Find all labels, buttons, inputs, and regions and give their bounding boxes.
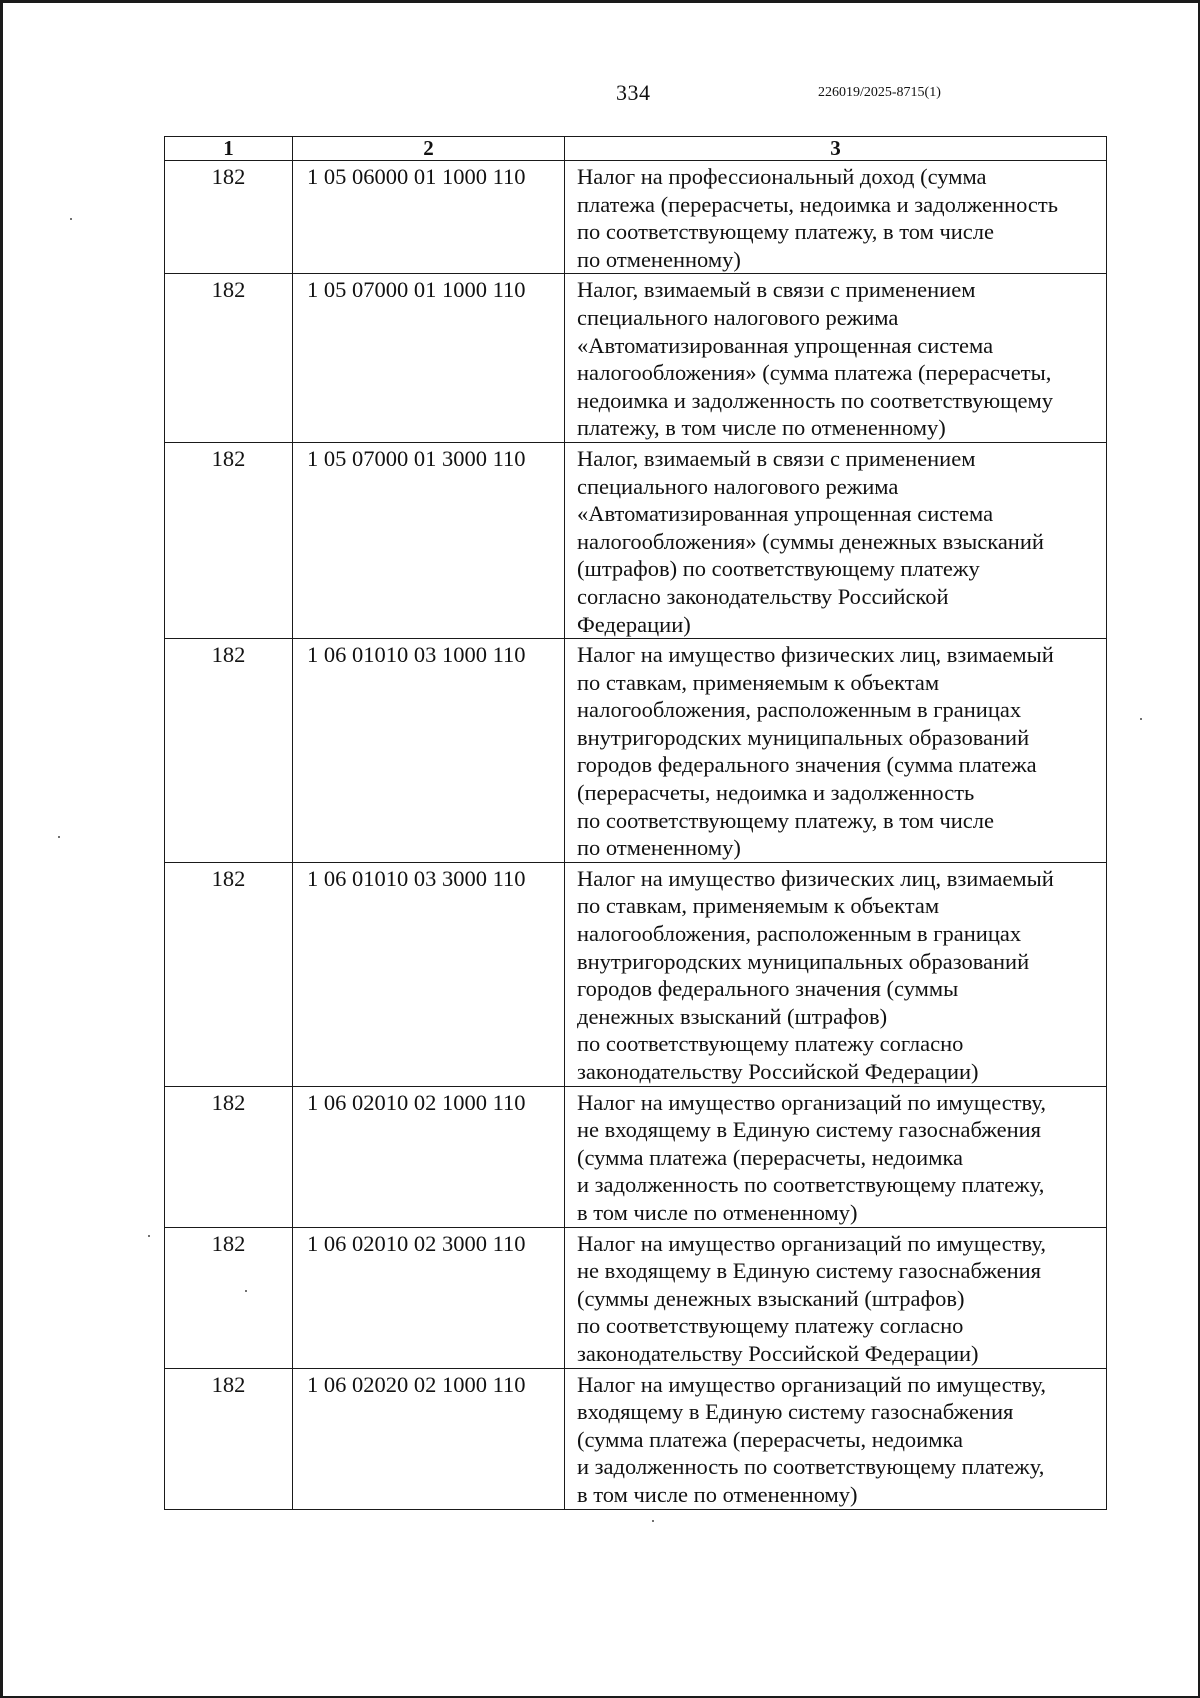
table-row — [165, 639, 1107, 863]
scan-speck — [245, 1290, 247, 1292]
column-header-2: 2 — [293, 137, 565, 161]
description-cell: Налог, взимаемый в связи с применением специального налогового режима «Автоматизированная упрощенная система налогообложения» (сумма платежа (перерасчеты, недоимка и задолженность по соответствующему платежу, в том числе по отмененному) — [565, 274, 1107, 443]
table-row — [165, 274, 1107, 443]
table-row — [165, 442, 1107, 638]
admin-code-cell: 182 — [165, 1227, 293, 1368]
column-header-3: 3 — [565, 137, 1107, 161]
document-id: 226019/2025-8715(1) — [818, 85, 941, 100]
kbk-code-cell: 1 06 02020 02 1000 110 — [293, 1368, 565, 1509]
scan-speck — [58, 836, 60, 838]
kbk-code-cell: 1 05 07000 01 3000 110 — [293, 442, 565, 638]
table-row — [165, 1086, 1107, 1227]
kbk-code-cell: 1 06 01010 03 1000 110 — [293, 639, 565, 863]
kbk-code-cell: 1 06 01010 03 3000 110 — [293, 862, 565, 1086]
description-cell: Налог на имущество организаций по имуществу, входящему в Единую систему газоснабжения (сумма платежа (перерасчеты, недоимка и задолженность по соответствующему платежу, в том числе по отмененному) — [565, 1368, 1107, 1509]
scan-speck — [70, 218, 72, 220]
admin-code-cell: 182 — [165, 274, 293, 443]
description-cell: Налог на профессиональный доход (сумма платежа (перерасчеты, недоимка и задолженность по соответствующему платежу, в том числе по отмененному) — [565, 161, 1107, 274]
admin-code-cell: 182 — [165, 442, 293, 638]
kbk-code-cell: 1 06 02010 02 1000 110 — [293, 1086, 565, 1227]
scan-speck — [1140, 718, 1142, 720]
admin-code-cell: 182 — [165, 1368, 293, 1509]
admin-code-cell: 182 — [165, 1086, 293, 1227]
admin-code-cell: 182 — [165, 639, 293, 863]
description-cell: Налог на имущество физических лиц, взимаемый по ставкам, применяемым к объектам налогообложения, расположенным в границах внутригородских муниципальных образований городов федерального значения (сумма платежа (перерасчеты, недоимка и задолженность по соответствующему платежу, в том числе по отмененному) — [565, 639, 1107, 863]
table-row — [165, 1227, 1107, 1368]
admin-code-cell: 182 — [165, 862, 293, 1086]
kbk-code-cell: 1 05 06000 01 1000 110 — [293, 161, 565, 274]
description-cell: Налог, взимаемый в связи с применением специального налогового режима «Автоматизированная упрощенная система налогообложения» (суммы денежных взысканий (штрафов) по соответствующему платежу согласно законодательству Российской Федерации) — [565, 442, 1107, 638]
scan-speck — [652, 1520, 654, 1522]
page-number: 334 — [616, 80, 651, 105]
kbk-code-cell: 1 05 07000 01 1000 110 — [293, 274, 565, 443]
description-cell: Налог на имущество физических лиц, взимаемый по ставкам, применяемым к объектам налогообложения, расположенным в границах внутригородских муниципальных образований городов федерального значения (суммы денежных взысканий (штрафов) по соответствующему платежу согласно законодательству Российской Федерации) — [565, 862, 1107, 1086]
description-cell: Налог на имущество организаций по имуществу, не входящему в Единую систему газоснабжения (сумма платежа (перерасчеты, недоимка и задолженность по соответствующему платежу, в том числе по отмененному) — [565, 1086, 1107, 1227]
revenue-codes-table — [164, 136, 1107, 1510]
scan-speck — [148, 1235, 150, 1237]
table-row — [165, 161, 1107, 274]
description-cell: Налог на имущество организаций по имуществу, не входящему в Единую систему газоснабжения (суммы денежных взысканий (штрафов) по соответствующему платежу согласно законодательству Российской Федерации) — [565, 1227, 1107, 1368]
kbk-code-cell: 1 06 02010 02 3000 110 — [293, 1227, 565, 1368]
table-row — [165, 1368, 1107, 1509]
table-header-row — [165, 137, 1107, 161]
column-header-1: 1 — [165, 137, 293, 161]
admin-code-cell: 182 — [165, 161, 293, 274]
table-row — [165, 862, 1107, 1086]
